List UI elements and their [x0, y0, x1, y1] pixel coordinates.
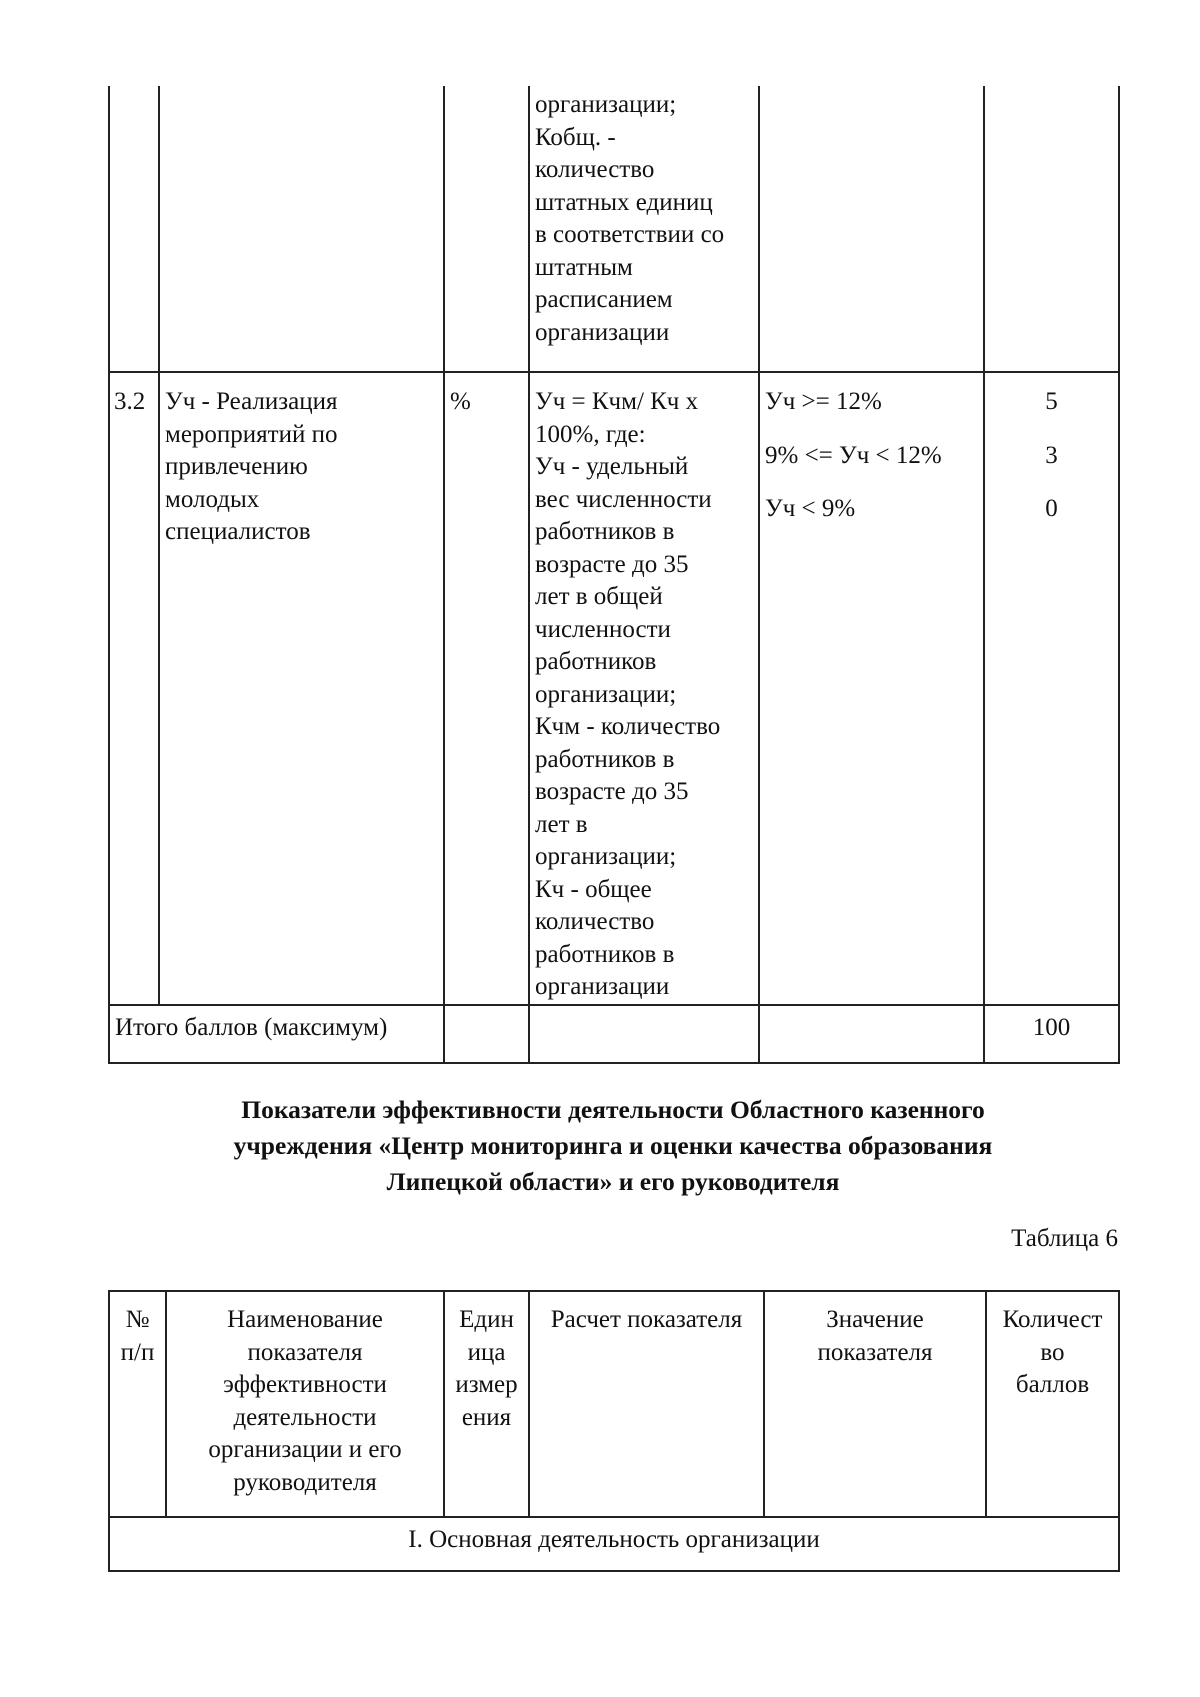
- header-value: [764, 1291, 986, 1517]
- value-line: Уч >= 12%: [765, 388, 882, 415]
- header-points: [986, 1291, 1119, 1517]
- header-line: показателя: [247, 1338, 363, 1366]
- calc-line: организации;: [535, 680, 677, 708]
- value-line: Уч < 9%: [765, 495, 856, 522]
- cell-value: [759, 1005, 984, 1063]
- value-line: 9% <= Уч < 12%: [765, 441, 942, 469]
- heading-line: Липецкой области» и его руководителя: [386, 1167, 840, 1196]
- points-line: 3: [1045, 441, 1058, 469]
- calc-line: численности: [535, 615, 671, 643]
- calc-line: возрасте до 35: [535, 550, 689, 578]
- header-line: Количест: [1002, 1306, 1103, 1333]
- name-line: Уч - Реализация: [165, 388, 338, 415]
- header-line: эффективности: [223, 1371, 387, 1398]
- header-line: руководителя: [233, 1468, 377, 1496]
- header-num: [109, 1291, 166, 1517]
- header-line: деятельности: [233, 1403, 377, 1431]
- calc-line: Уч = Кчм/ Кч x: [535, 388, 699, 415]
- section-heading: [108, 1092, 1118, 1200]
- header-line: измер: [455, 1371, 518, 1398]
- calc-line: в соответствии со: [535, 221, 725, 248]
- header-line: Наименование: [227, 1306, 383, 1333]
- calc-line: возрасте до 35: [535, 778, 689, 805]
- cell-unit: [444, 1005, 529, 1063]
- points-line: 5: [1045, 388, 1058, 415]
- header-line: баллов: [1015, 1371, 1090, 1398]
- header-line: Значение: [826, 1306, 924, 1333]
- calc-line: расписанием: [535, 286, 673, 313]
- total-label: Итого баллов (максимум): [109, 1005, 444, 1063]
- cell-num: [109, 86, 159, 372]
- cell-calc: [529, 1005, 759, 1063]
- calc-line: лет в: [535, 810, 588, 838]
- header-line: во: [1040, 1338, 1065, 1366]
- total-row: [109, 1005, 1119, 1063]
- table-label: Таблица 6: [1011, 1225, 1118, 1252]
- section-row: [109, 1517, 1119, 1571]
- cell-value: [759, 86, 984, 372]
- header-line: ица: [467, 1338, 506, 1366]
- cell-points: [984, 372, 1119, 1005]
- calc-line: 100%, где:: [535, 420, 646, 448]
- header-line: №: [125, 1306, 150, 1333]
- cell-calc: [529, 86, 759, 372]
- calc-line: работников: [535, 648, 657, 675]
- indicator-table-6: [108, 1290, 1120, 1572]
- name-line: специалистов: [165, 518, 311, 545]
- header-line: п/п: [120, 1338, 155, 1366]
- cell-num: 3.2: [109, 372, 159, 1005]
- calc-line: штатным: [535, 253, 633, 281]
- calc-line: работников в: [535, 518, 675, 545]
- name-line: мероприятий по: [165, 420, 338, 448]
- calc-line: количество: [535, 156, 655, 183]
- table-row: [109, 372, 1119, 1005]
- calc-line: штатных единиц: [535, 188, 713, 216]
- header-line: организации и его: [208, 1436, 402, 1463]
- calc-line: организации: [535, 318, 670, 346]
- calc-line: лет в общей: [535, 583, 663, 610]
- table-row: [109, 86, 1119, 372]
- calc-line: Кч - общее: [535, 875, 652, 903]
- cell-name: [159, 86, 444, 372]
- header-name: [166, 1291, 444, 1517]
- name-line: привлечению: [165, 453, 308, 480]
- section-title: I. Основная деятельность организации: [109, 1517, 1119, 1571]
- indicator-table-continued: [108, 86, 1120, 1064]
- cell-unit: [444, 86, 529, 372]
- header-line: Един: [459, 1306, 514, 1333]
- cell-calc: [529, 372, 759, 1005]
- calc-line: работников в: [535, 940, 675, 968]
- calc-line: Кчм - количество: [535, 713, 721, 740]
- heading-line: учреждения «Центр мониторинга и оценки качества образования: [233, 1131, 993, 1160]
- header-line: показателя: [817, 1338, 933, 1366]
- cell-unit: %: [444, 372, 529, 1005]
- calc-line: организации;: [535, 91, 677, 118]
- calc-line: работников в: [535, 745, 675, 773]
- points-line: 0: [1045, 495, 1058, 522]
- cell-name: [159, 372, 444, 1005]
- cell-points: [984, 86, 1119, 372]
- header-calc: Расчет показателя: [529, 1291, 764, 1517]
- header-line: ения: [461, 1403, 512, 1431]
- calc-line: количество: [535, 908, 655, 935]
- heading-line: Показатели эффективности деятельности Областного казенного: [241, 1095, 985, 1124]
- calc-line: Кобщ. -: [535, 123, 616, 151]
- calc-line: организации;: [535, 843, 677, 870]
- header-row: [109, 1291, 1119, 1517]
- header-unit: [444, 1291, 529, 1517]
- total-points: 100: [984, 1005, 1119, 1063]
- calc-line: Уч - удельный: [535, 453, 689, 480]
- cell-value: [759, 372, 984, 1005]
- calc-line: вес численности: [535, 485, 712, 513]
- name-line: молодых: [165, 485, 260, 513]
- calc-line: организации: [535, 973, 670, 1000]
